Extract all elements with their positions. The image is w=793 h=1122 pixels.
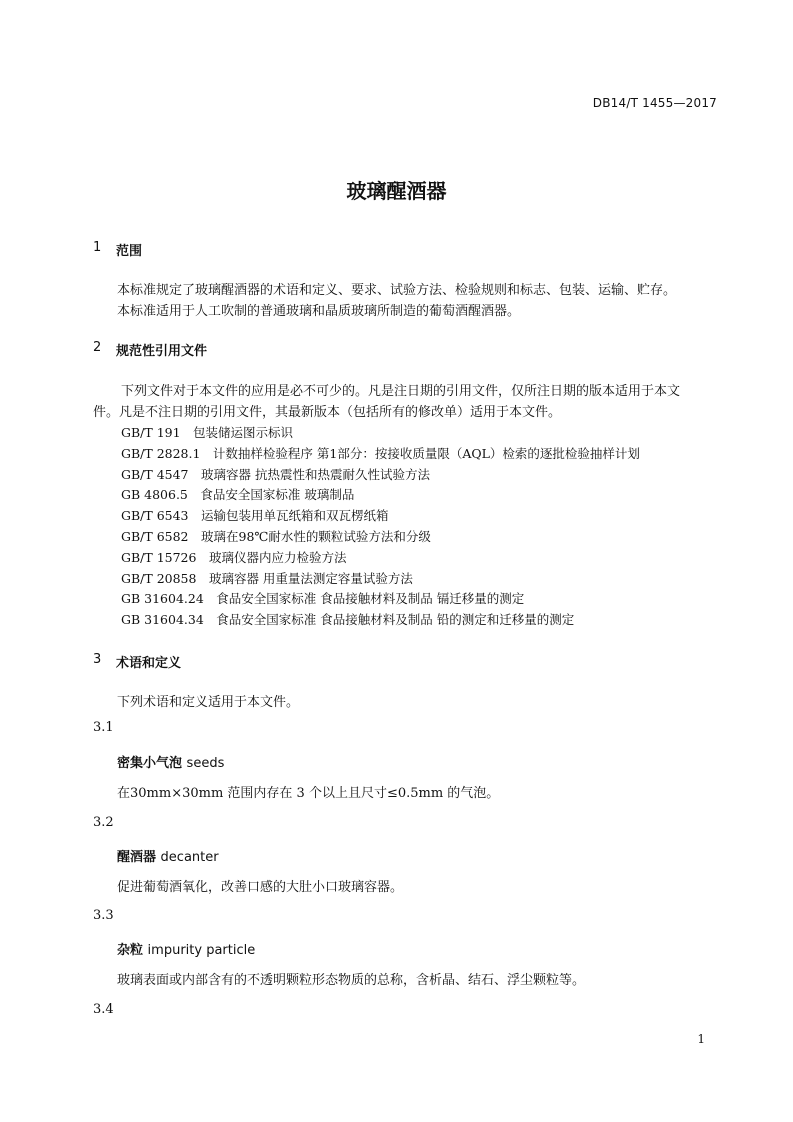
reference-item: GB 4806.5 食品安全国家标准 玻璃制品 (121, 487, 355, 502)
section-3-intro: 下列术语和定义适用于本文件。 (117, 695, 300, 710)
term-en: seeds (186, 756, 225, 771)
term-en: decanter (160, 850, 219, 865)
term-zh: 密集小气泡 (117, 756, 183, 771)
section-2-intro-line-1: 下列文件对于本文件的应用是必不可少的。凡是注日期的引用文件，仅所注日期的版本适用于本文 (121, 384, 681, 399)
document-title: 玻璃醒酒器 (346, 179, 447, 203)
reference-item: GB/T 20858 玻璃容器 用重量法测定容量试验方法 (121, 571, 413, 586)
term-number: 3.3 (93, 908, 114, 923)
section-3-heading: 术语和定义 (116, 656, 182, 671)
reference-item: GB/T 191 包装储运图示标识 (121, 425, 294, 440)
term-number: 3.4 (93, 1002, 114, 1017)
term-number: 3.2 (93, 815, 114, 830)
term-zh: 醒酒器 (117, 850, 157, 865)
section-1-paragraph-2: 本标准适用于人工吹制的普通玻璃和晶质玻璃所制造的葡萄酒醒酒器。 (117, 304, 521, 319)
reference-item: GB 31604.24 食品安全国家标准 食品接触材料及制品 镉迁移量的测定 (121, 591, 525, 606)
reference-item: GB/T 6582 玻璃在98℃耐水性的颗粒试验方法和分级 (121, 529, 431, 544)
section-2-number: 2 (93, 340, 102, 355)
term-definition: 促进葡萄酒氧化，改善口感的大肚小口玻璃容器。 (117, 880, 404, 895)
section-1-number: 1 (93, 240, 102, 255)
reference-item: GB/T 6543 运输包装用单瓦纸箱和双瓦楞纸箱 (121, 508, 389, 523)
term-heading (117, 752, 224, 771)
document-code: DB14/T 1455—2017 (592, 96, 717, 110)
reference-item: GB 31604.34 食品安全国家标准 食品接触材料及制品 铅的测定和迁移量的测定 (121, 612, 575, 627)
term-en: impurity particle (147, 943, 256, 958)
section-3-number: 3 (93, 652, 102, 667)
section-1-paragraph-1: 本标准规定了玻璃醒酒器的术语和定义、要求、试验方法、检验规则和标志、包装、运输、贮存。 (117, 283, 677, 298)
term-number: 3.1 (93, 720, 114, 735)
term-heading (117, 846, 219, 865)
reference-item: GB/T 4547 玻璃容器 抗热震性和热震耐久性试验方法 (121, 467, 430, 482)
section-2-intro-line-2: 件。凡是不注日期的引用文件，其最新版本（包括所有的修改单）适用于本文件。 (93, 405, 562, 420)
page-number: 1 (697, 1032, 705, 1046)
term-zh: 杂粒 (117, 943, 144, 958)
term-definition: 玻璃表面或内部含有的不透明颗粒形态物质的总称，含析晶、结石、浮尘颗粒等。 (117, 973, 586, 988)
section-2-heading: 规范性引用文件 (116, 344, 208, 359)
term-heading (117, 939, 255, 958)
reference-item: GB/T 15726 玻璃仪器内应力检验方法 (121, 550, 347, 565)
section-1-heading: 范围 (116, 244, 143, 259)
term-definition: 在30mm×30mm 范围内存在 3 个以上且尺寸≤0.5mm 的气泡。 (117, 786, 500, 801)
reference-item: GB/T 2828.1 计数抽样检验程序 第1部分：按接收质量限（AQL）检索的逐批检验抽样计划 (121, 446, 640, 461)
